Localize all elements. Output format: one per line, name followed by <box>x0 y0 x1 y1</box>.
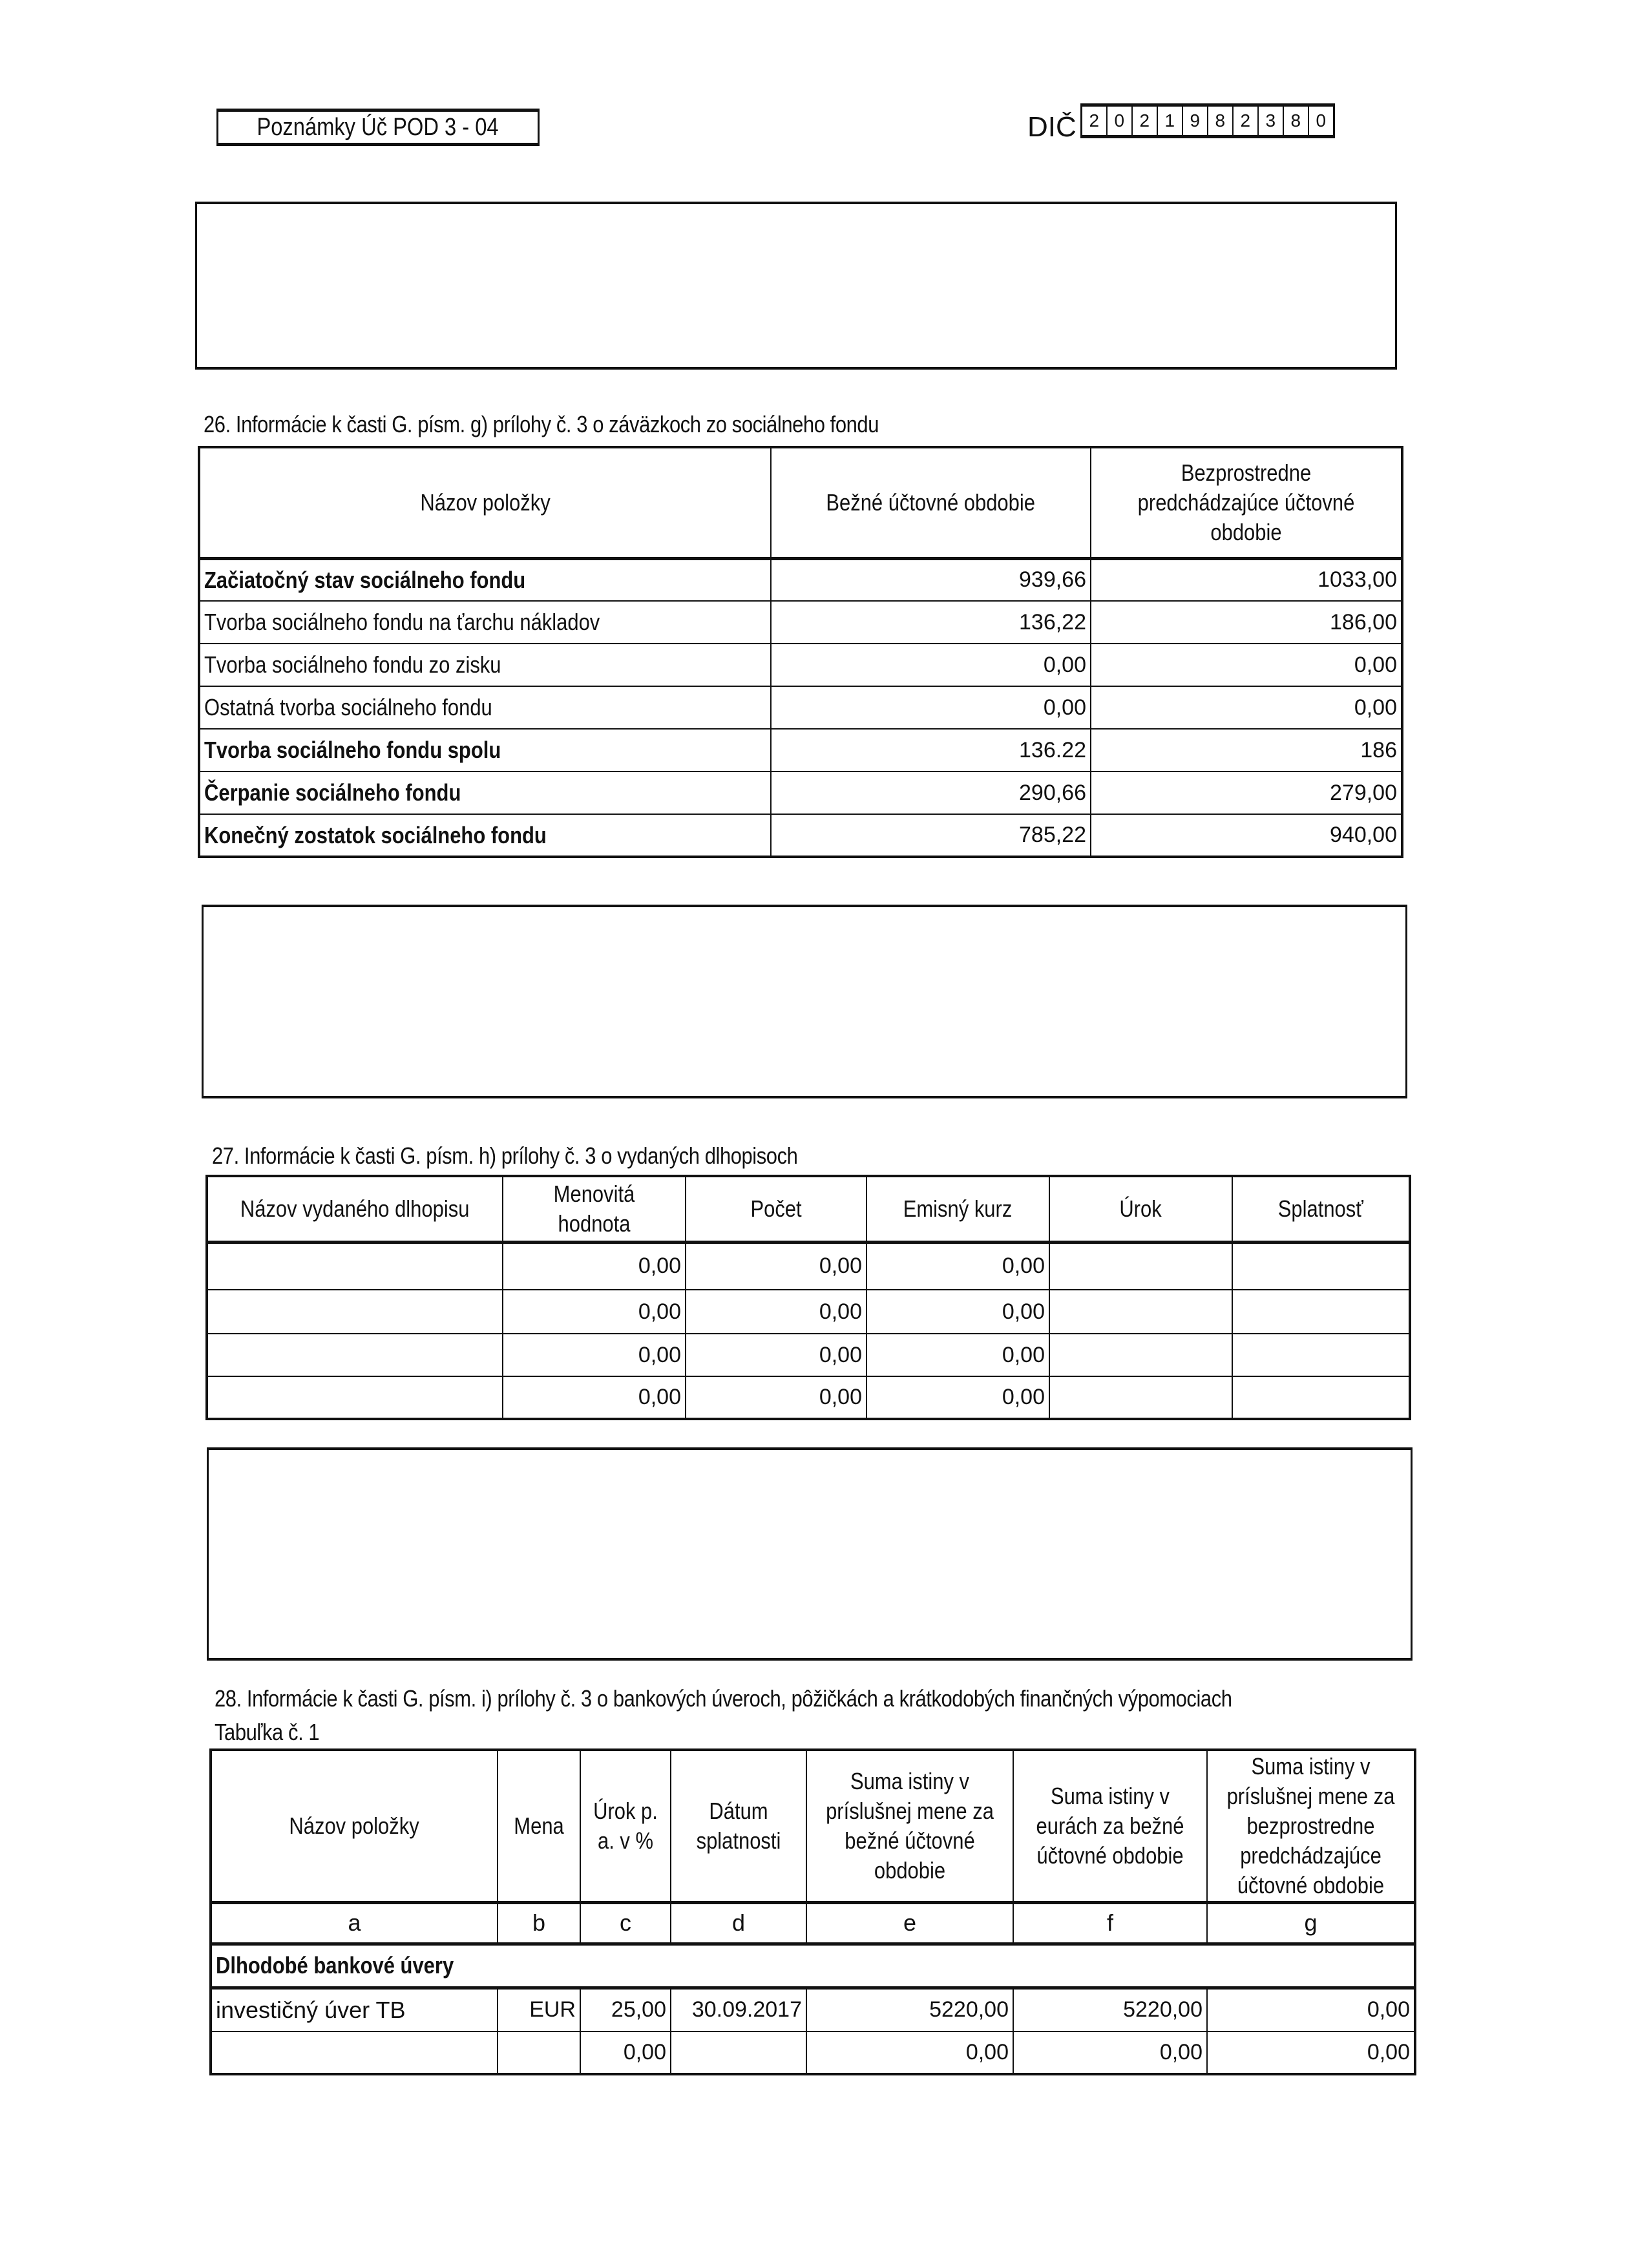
table-row <box>199 814 1402 857</box>
principal-currency-previous: 0,00 <box>1207 2032 1415 2074</box>
form-label <box>216 109 540 146</box>
nominal-value: 0,00 <box>503 1242 686 1290</box>
column-header: Úrok p. a. v % <box>580 1750 671 1902</box>
current-value: 136,22 <box>771 601 1091 644</box>
table-row <box>211 1988 1415 2032</box>
row-label: Tvorba sociálneho fondu zo zisku <box>204 651 501 678</box>
column-letter: c <box>580 1902 671 1944</box>
column-header: Menovitá hodnota <box>503 1176 686 1242</box>
column-header: Úrok <box>1049 1176 1232 1242</box>
section-27-title: 27. Informácie k časti G. písm. h) prílohy č. 3 o vydaných dlhopisoch <box>212 1142 798 1169</box>
maturity-value <box>1232 1290 1410 1334</box>
note-box-3[interactable] <box>207 1447 1413 1661</box>
social-fund-table <box>198 446 1403 858</box>
note-box-1[interactable] <box>195 202 1397 370</box>
column-letter: g <box>1207 1902 1415 1944</box>
nominal-value: 0,00 <box>503 1334 686 1376</box>
table-row <box>199 644 1402 686</box>
section-28-subtitle: Tabuľka č. 1 <box>215 1719 320 1745</box>
row-label: Ostatná tvorba sociálneho fondu <box>204 694 492 720</box>
dic-field <box>1027 98 1335 143</box>
bonds-table <box>205 1175 1411 1420</box>
column-header: Názov vydaného dlhopisu <box>207 1176 503 1242</box>
table-row <box>199 558 1402 601</box>
column-header: Suma istiny v eurách za bežné účtovné obdobie <box>1013 1750 1207 1902</box>
current-value: 0,00 <box>771 644 1091 686</box>
current-value: 785,22 <box>771 814 1091 857</box>
column-header: Splatnosť <box>1232 1176 1410 1242</box>
section-28-title: 28. Informácie k časti G. písm. i) prílohy č. 3 o bankových úveroch, pôžičkách a krátkodobých finančných výpomociach <box>215 1685 1232 1712</box>
issue-rate-value: 0,00 <box>867 1376 1049 1419</box>
column-header: Názov položky <box>211 1750 498 1902</box>
current-value: 0,00 <box>771 686 1091 729</box>
previous-value: 186,00 <box>1091 601 1402 644</box>
bond-name <box>207 1290 503 1334</box>
row-label: Konečný zostatok sociálneho fondu <box>204 821 547 848</box>
principal-currency-current: 0,00 <box>806 2032 1013 2074</box>
count-value: 0,00 <box>686 1242 867 1290</box>
column-letter: d <box>671 1902 806 1944</box>
form-label-text: Poznámky Úč POD 3 - 04 <box>257 113 499 141</box>
principal-eur-current: 0,00 <box>1013 2032 1207 2074</box>
column-letter: f <box>1013 1902 1207 1944</box>
bank-loans-table <box>209 1748 1416 2075</box>
table-row <box>199 772 1402 814</box>
column-header: Názov položky <box>199 447 771 558</box>
table-row <box>207 1334 1410 1376</box>
previous-value: 0,00 <box>1091 644 1402 686</box>
table-row <box>211 2032 1415 2074</box>
dic-digit: 3 <box>1259 107 1284 135</box>
dic-digit: 0 <box>1316 110 1327 131</box>
maturity-value <box>1232 1242 1410 1290</box>
column-letters-row <box>211 1902 1415 1944</box>
interest-value <box>1049 1334 1232 1376</box>
dic-digit: 8 <box>1208 107 1234 135</box>
previous-value: 279,00 <box>1091 772 1402 814</box>
loan-name <box>211 2032 498 2074</box>
table-row <box>207 1376 1410 1419</box>
row-label: Tvorba sociálneho fondu na ťarchu nákladov <box>204 609 600 635</box>
nominal-value: 0,00 <box>503 1290 686 1334</box>
dic-digit: 0 <box>1108 107 1133 135</box>
current-value: 939,66 <box>771 558 1091 601</box>
loan-rate: 25,00 <box>580 1988 671 2032</box>
previous-value: 186 <box>1091 729 1402 772</box>
principal-currency-previous: 0,00 <box>1207 1988 1415 2032</box>
section-26-title: 26. Informácie k časti G. písm. g) prílohy č. 3 o záväzkoch zo sociálneho fondu <box>204 411 879 437</box>
count-value: 0,00 <box>686 1334 867 1376</box>
loan-due-date: 30.09.2017 <box>671 1988 806 2032</box>
bond-name <box>207 1242 503 1290</box>
interest-value <box>1049 1290 1232 1334</box>
loan-currency: EUR <box>498 1988 580 2032</box>
column-header: Počet <box>686 1176 867 1242</box>
issue-rate-value: 0,00 <box>867 1290 1049 1334</box>
current-value: 290,66 <box>771 772 1091 814</box>
previous-value: 0,00 <box>1091 686 1402 729</box>
dic-digit: 2 <box>1133 107 1158 135</box>
principal-eur-current: 5220,00 <box>1013 1988 1207 2032</box>
maturity-value <box>1232 1334 1410 1376</box>
dic-digit: 9 <box>1183 107 1208 135</box>
column-header: Suma istiny v príslušnej mene za bezprostredne predchádzajúce účtovné obdobie <box>1207 1750 1415 1902</box>
column-header: Emisný kurz <box>867 1176 1049 1242</box>
current-value: 136.22 <box>771 729 1091 772</box>
dic-digit: 1 <box>1158 107 1183 135</box>
issue-rate-value: 0,00 <box>867 1334 1049 1376</box>
bond-name <box>207 1334 503 1376</box>
table-row <box>199 729 1402 772</box>
row-label: Začiatočný stav sociálneho fondu <box>204 566 526 593</box>
group-label: Dlhodobé bankové úvery <box>216 1952 454 1979</box>
table-row <box>207 1290 1410 1334</box>
column-letter: e <box>806 1902 1013 1944</box>
dic-digit-boxes <box>1080 103 1335 138</box>
dic-digit: 2 <box>1082 107 1108 135</box>
note-box-2[interactable] <box>202 905 1407 1098</box>
interest-value <box>1049 1376 1232 1419</box>
column-letter: b <box>498 1902 580 1944</box>
table-row <box>199 601 1402 644</box>
count-value: 0,00 <box>686 1290 867 1334</box>
interest-value <box>1049 1242 1232 1290</box>
dic-label: DIČ <box>1027 111 1077 143</box>
table-row <box>199 686 1402 729</box>
loan-due-date <box>671 2032 806 2074</box>
maturity-value <box>1232 1376 1410 1419</box>
previous-value: 1033,00 <box>1091 558 1402 601</box>
table-row <box>207 1242 1410 1290</box>
issue-rate-value: 0,00 <box>867 1242 1049 1290</box>
column-header: Dátum splatnosti <box>671 1750 806 1902</box>
column-header: Bežné účtovné obdobie <box>771 447 1091 558</box>
column-header: Suma istiny v príslušnej mene za bežné účtovné obdobie <box>806 1750 1013 1902</box>
group-row <box>211 1944 1415 1988</box>
nominal-value: 0,00 <box>503 1376 686 1419</box>
dic-digit: 8 <box>1284 107 1309 135</box>
loan-name: investičný úver TB <box>211 1988 498 2032</box>
loan-rate: 0,00 <box>580 2032 671 2074</box>
dic-digit: 2 <box>1234 107 1259 135</box>
loan-currency <box>498 2032 580 2074</box>
column-header: Bezprostredne predchádzajúce účtovné obdobie <box>1091 447 1402 558</box>
principal-currency-current: 5220,00 <box>806 1988 1013 2032</box>
count-value: 0,00 <box>686 1376 867 1419</box>
column-header: Mena <box>498 1750 580 1902</box>
bond-name <box>207 1376 503 1419</box>
previous-value: 940,00 <box>1091 814 1402 857</box>
row-label: Tvorba sociálneho fondu spolu <box>204 737 501 763</box>
column-letter: a <box>211 1902 498 1944</box>
row-label: Čerpanie sociálneho fondu <box>204 779 461 806</box>
